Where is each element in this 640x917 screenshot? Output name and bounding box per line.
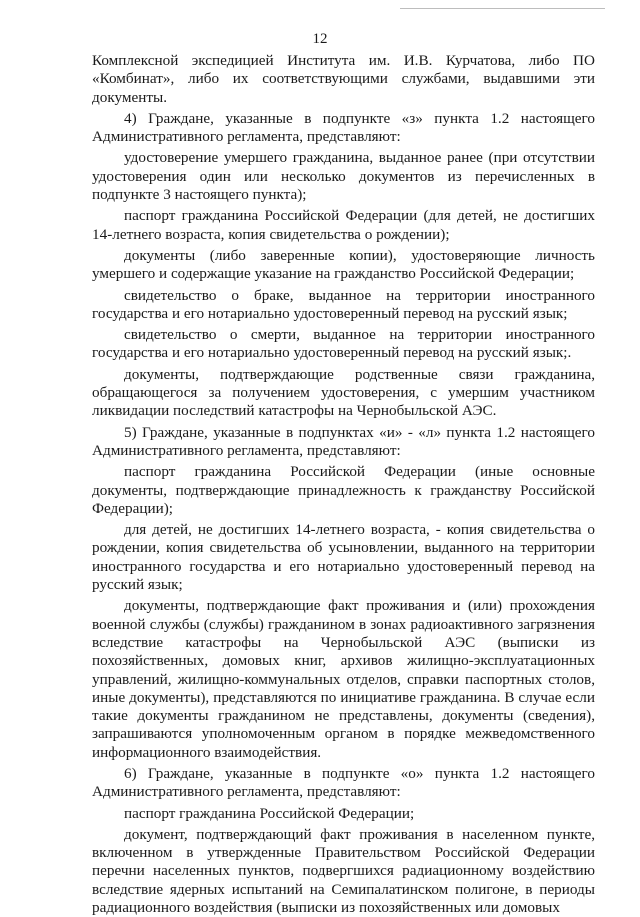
document-body bbox=[92, 52, 595, 917]
paragraph-passport: паспорт гражданина Российской Федерации (для детей, не достигших 14-летнего возраста, копия свидетельства о рождении); bbox=[92, 207, 595, 243]
paragraph-kinship-documents: документы, подтверждающие родственные связи гражданина, обращающегося за получением удостоверения, с умершим участником ликвидации последствий катастрофы на Чернобыльской АЭС. bbox=[92, 365, 595, 420]
paragraph-deceased-certificate: удостоверение умершего гражданина, выданное ранее (при отсутствии удостоверения один или несколько документов из перечисленных в подпункте 3 настоящего пункта); bbox=[92, 149, 595, 204]
paragraph-marriage-certificate: свидетельство о браке, выданное на территории иностранного государства и его нотариально удостоверенный перевод на русский язык; bbox=[92, 286, 595, 322]
paragraph-item-5: 5) Граждане, указанные в подпунктах «и» - «л» пункта 1.2 настоящего Административного регламента, представляют: bbox=[92, 423, 595, 459]
paragraph-death-certificate: свидетельство о смерти, выданное на территории иностранного государства и его нотариально удостоверенный перевод на русский язык;. bbox=[92, 326, 595, 362]
page-number: 12 bbox=[312, 31, 328, 47]
paragraph-item-6: 6) Граждане, указанные в подпункте «о» пункта 1.2 настоящего Административного регламента, представляют: bbox=[92, 764, 595, 801]
paragraph-residence-documents: документы, подтверждающие факт проживания и (или) прохождения военной службы (службы) гражданином в зонах радиоактивного загрязнения вследствие катастрофы на Чернобыльской АЭС (выписки из похозяйственных, домовых книг, архивов жилищно-эксплуатационных управлений, жилищно-коммунальных отделов, справки паспортных столов, иные документы), представляются по инициативе гражданина. В случае если такие документы гражданином не представлены, документы (сведения), запрашиваются уполномоченным органом в порядке межведомственного информационного взаимодействия. bbox=[92, 597, 595, 761]
paragraph-continuation: Комплексной экспедицией Института им. И.В. Курчатова, либо ПО «Комбинат», либо их соответствующими службами, выдавшими эти документы. bbox=[92, 52, 595, 106]
paragraph-residence-proof: документ, подтверждающий факт проживания в населенном пункте, включенном в утвержденные Правительством Российской Федерации перечни населенных пунктов, подвергшихся радиационному воздействию вследствие ядерных испытаний на Семипалатинском полигоне, в периоды радиационного воздействия (выписки из похозяйственных или домовых bbox=[92, 825, 595, 917]
paragraph-passport-other: паспорт гражданина Российской Федерации (иные основные документы, подтверждающие принадлежность к гражданству Российской Федерации); bbox=[92, 463, 595, 517]
paragraph-children-documents: для детей, не достигших 14-летнего возраста, - копия свидетельства о рождении, копия свидетельства об усыновлении, выданного на территории иностранного государства и его нотариально удостоверенный перевод на русский язык; bbox=[92, 521, 595, 594]
scan-edge-line bbox=[400, 8, 605, 9]
paragraph-item-4: 4) Граждане, указанные в подпункте «з» пункта 1.2 настоящего Административного регламента, представляют: bbox=[92, 109, 595, 146]
paragraph-passport-short: паспорт гражданина Российской Федерации; bbox=[124, 804, 415, 822]
paragraph-identity-documents: документы (либо заверенные копии), удостоверяющие личность умершего и содержащие указание на гражданство Российской Федерации; bbox=[92, 246, 595, 283]
